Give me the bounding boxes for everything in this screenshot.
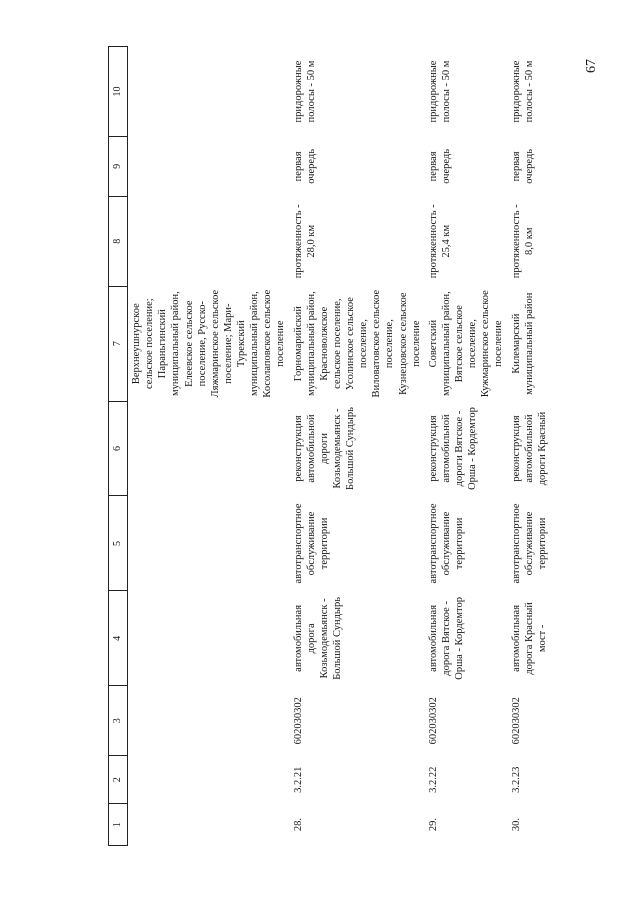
col-header-8: 8 bbox=[109, 196, 128, 286]
row-number: 30. bbox=[510, 818, 522, 832]
table-row bbox=[290, 47, 425, 846]
row-number: 28. bbox=[292, 818, 304, 832]
row-code: 3.2.23 bbox=[510, 766, 522, 793]
row-number: 29. bbox=[427, 818, 439, 832]
row-location: Советский муниципальный район, Вятское сельское поселение, Кужмаринское сельское поселение bbox=[427, 290, 505, 398]
row-work: реконструкция автомобильной дороги Вятское - Орша - Кордемтор bbox=[427, 407, 479, 490]
row-purpose: автотранспортное обслуживание территории bbox=[427, 503, 465, 584]
row-stage: первая очередь bbox=[510, 148, 535, 184]
rotated-table-sheet bbox=[108, 46, 628, 846]
col-header-9: 9 bbox=[109, 136, 128, 196]
continuation-row bbox=[128, 47, 290, 846]
col-header-6: 6 bbox=[109, 401, 128, 496]
row-okato: 602030302 bbox=[510, 697, 522, 745]
col-header-7: 7 bbox=[109, 286, 128, 401]
row-zone: придорожные полосы - 50 м bbox=[292, 60, 317, 123]
row-zone: придорожные полосы - 50 м bbox=[427, 60, 452, 123]
col-header-2: 2 bbox=[109, 756, 128, 804]
row-purpose: автотранспортное обслуживание территории bbox=[510, 503, 548, 584]
row-length: протяженность - 28,0 км bbox=[292, 204, 317, 279]
col-header-10: 10 bbox=[109, 47, 128, 137]
row-location: Горномарийский муниципальный район, Красноволжское сельское поселение, Усолинское сельское поселение, Виловатовское сельское поселение, Кузнецовское сельское поселение bbox=[292, 289, 422, 398]
row-work: реконструкция автомобильной дороги Козьмодемьянск - Большой Сундырь bbox=[292, 407, 356, 490]
page-number: 67 bbox=[584, 59, 599, 73]
row-work: реконструкция автомобильной дороги Красный bbox=[510, 411, 548, 486]
planning-table bbox=[108, 46, 551, 846]
row-zone: придорожные полосы - 50 м bbox=[510, 60, 535, 123]
row-code: 3.2.21 bbox=[292, 766, 304, 793]
row-stage: первая очередь bbox=[427, 148, 452, 184]
row-name: автомобильная дорога Вятское - Орша - Кордемтор bbox=[427, 597, 465, 680]
header-row bbox=[109, 47, 128, 846]
row-name: автомобильная дорога Красный мост - bbox=[510, 602, 548, 675]
row-length: протяженность - 25,4 км bbox=[427, 204, 452, 279]
row-purpose: автотранспортное обслуживание территории bbox=[292, 503, 330, 584]
continuation-location: Верхнеушнурское сельское поселение; Параньгинский муниципальный район, Елеевское сельское поселение, Русско-Ляжмаринское сельское поселение; Мари-Турекский муниципальный район, Косолаповское сельское поселение bbox=[131, 289, 287, 398]
col-header-3: 3 bbox=[109, 686, 128, 756]
row-location: Килемарский муниципальный район bbox=[510, 292, 535, 395]
table-row bbox=[508, 47, 551, 846]
row-code: 3.2.22 bbox=[427, 766, 439, 793]
col-header-5: 5 bbox=[109, 496, 128, 591]
row-stage: первая очередь bbox=[292, 148, 317, 184]
row-okato: 602030302 bbox=[292, 697, 304, 745]
row-name: автомобильная дорога Козьмодемьянск - Большой Сундырь bbox=[292, 596, 343, 680]
col-header-1: 1 bbox=[109, 804, 128, 846]
row-length: протяженность - 8,0 км bbox=[510, 204, 535, 279]
table-row bbox=[425, 47, 508, 846]
row-okato: 602030302 bbox=[427, 697, 439, 745]
col-header-4: 4 bbox=[109, 591, 128, 686]
